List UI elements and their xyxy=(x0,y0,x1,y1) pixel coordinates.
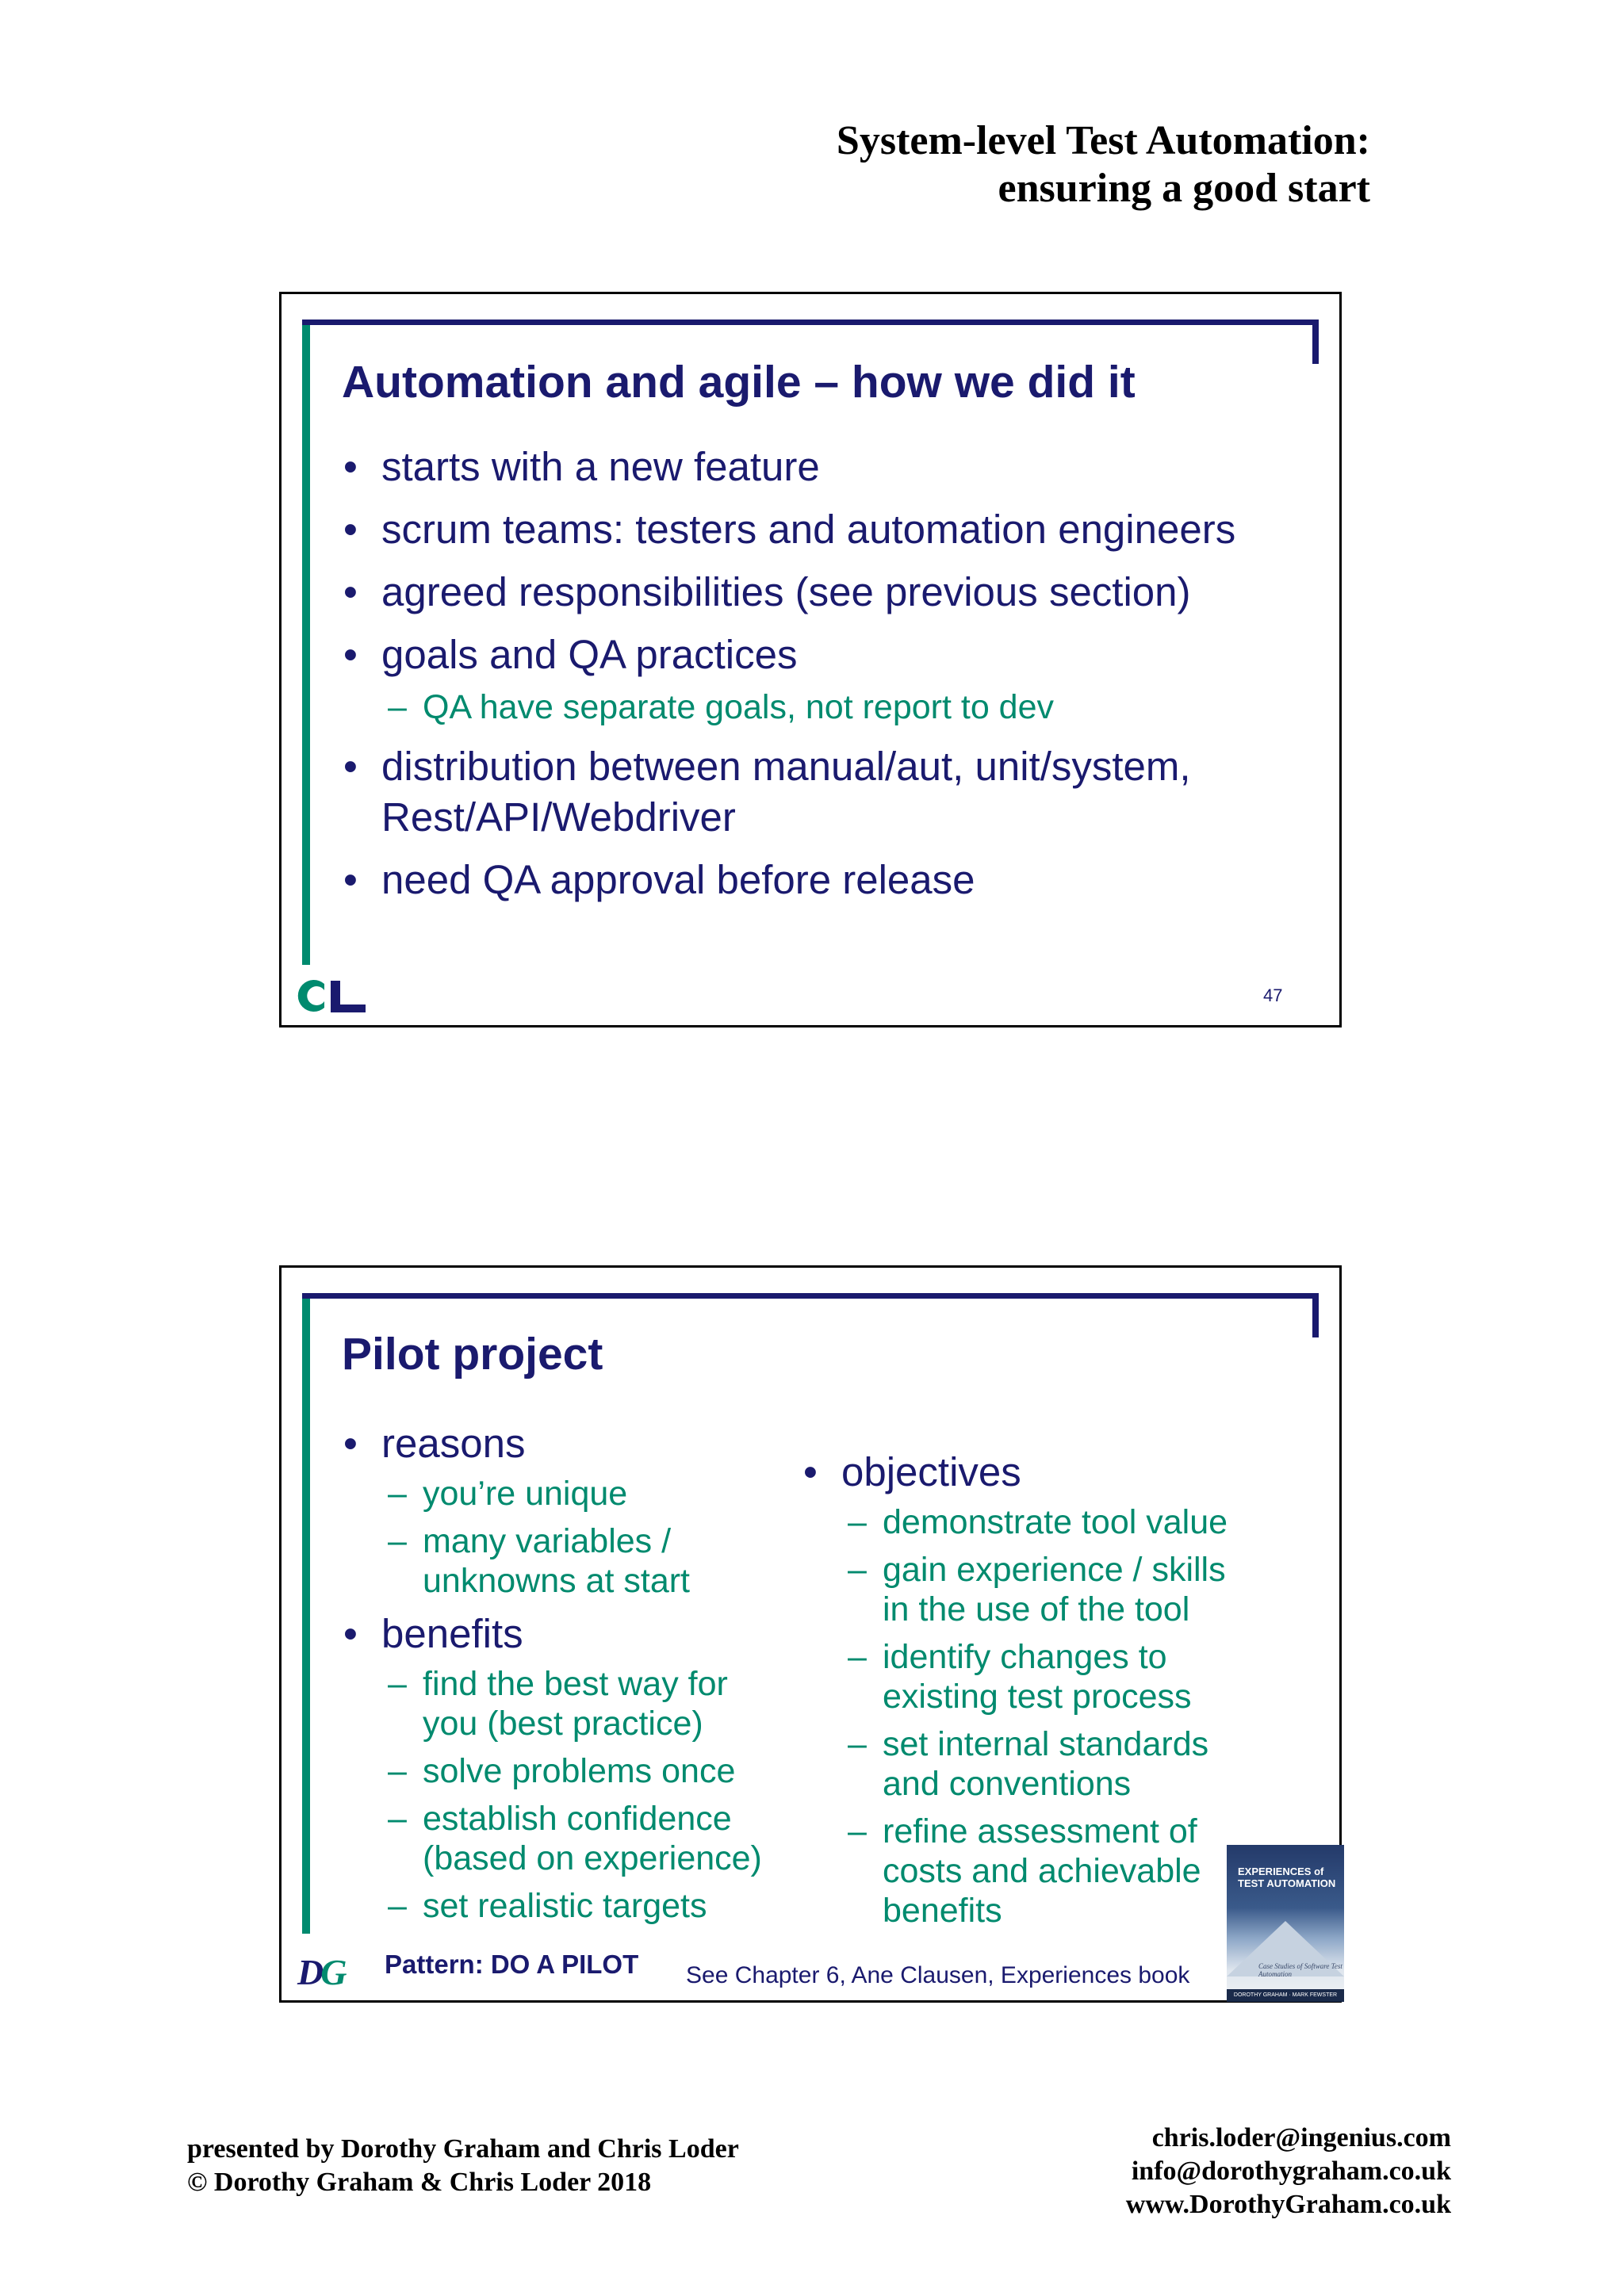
sub-bullet-item: – refine assessment of costs and achievable benefits xyxy=(848,1812,1201,1930)
sub-bullet-item: – establish confidence (based on experience) xyxy=(388,1800,762,1877)
email-info: info@dorothygraham.co.uk xyxy=(1131,2156,1451,2186)
slide-left-bar xyxy=(302,321,310,965)
presented-by: presented by Dorothy Graham and Chris Loder xyxy=(187,2134,739,2164)
page-number: 47 xyxy=(1263,985,1283,1005)
sub-bullet-item: – set realistic targets xyxy=(388,1887,707,1925)
sub-bullet-item: – you’re unique xyxy=(388,1475,628,1513)
slide-top-bar xyxy=(302,320,1317,325)
document-title-line2: ensuring a good start xyxy=(998,166,1370,211)
bullet-item-reasons: • reasons xyxy=(343,1421,526,1466)
right-column-list xyxy=(803,1447,1231,1938)
website: www.DorothyGraham.co.uk xyxy=(1125,2190,1451,2219)
sub-bullet-item: – QA have separate goals, not report to dev xyxy=(388,688,1055,726)
slide-title: Pilot project xyxy=(342,1329,603,1380)
slide-top-bar xyxy=(302,1293,1317,1299)
copyright: © Dorothy Graham & Chris Loder 2018 xyxy=(187,2168,652,2197)
sub-bullet-item: – solve problems once xyxy=(388,1752,736,1790)
sub-bullet-item: – demonstrate tool value xyxy=(848,1503,1228,1541)
sub-bullet-item: – set internal standards and conventions xyxy=(848,1725,1209,1803)
footer-right xyxy=(1126,2122,1451,2221)
email-chris: chris.loder@ingenius.com xyxy=(1151,2123,1451,2152)
book-cover-image xyxy=(1227,1845,1344,2002)
cl-logo xyxy=(289,978,369,1014)
bullet-item: • goals and QA practices xyxy=(343,632,798,677)
bullet-item: • need QA approval before release xyxy=(343,857,975,902)
footer-left xyxy=(187,2133,739,2199)
bullet-item-objectives: • objectives xyxy=(803,1449,1021,1494)
sub-bullet-item: – identify changes to existing test process xyxy=(848,1638,1192,1716)
bullet-item: • distribution between manual/aut, unit/system, Rest/API/Webdriver xyxy=(343,744,1191,840)
document-title-line1: System-level Test Automation: xyxy=(836,118,1370,163)
left-column-list xyxy=(343,1418,787,1934)
bullet-item: • agreed responsibilities (see previous section) xyxy=(343,569,1191,614)
slide-title: Automation and agile – how we did it xyxy=(342,357,1136,408)
book-title: EXPERIENCES of TEST AUTOMATION xyxy=(1238,1866,1336,1889)
slide-right-tick xyxy=(1312,1293,1319,1337)
bullet-list xyxy=(343,442,1295,917)
dg-logo: DG xyxy=(297,1952,344,1992)
sub-bullet-item: – many variables / unknowns at start xyxy=(388,1522,691,1600)
book-subtitle: Case Studies of Software Test Automation xyxy=(1258,1962,1342,1978)
slide-automation-agile xyxy=(279,292,1342,1027)
sub-bullet-item: – gain experience / skills in the use of the tool xyxy=(848,1551,1226,1628)
pattern-label: Pattern: DO A PILOT xyxy=(385,1950,639,1979)
document-title xyxy=(837,117,1370,212)
bullet-item: • starts with a new feature xyxy=(343,444,820,489)
slide-right-tick xyxy=(1312,320,1319,364)
slide-left-bar xyxy=(302,1295,310,1934)
bullet-item: • scrum teams: testers and automation engineers xyxy=(343,507,1236,552)
book-authors: DOROTHY GRAHAM · MARK FEWSTER xyxy=(1227,1989,1344,2002)
see-chapter-note: See Chapter 6, Ane Clausen, Experiences book xyxy=(686,1962,1190,1988)
bullet-item-benefits: • benefits xyxy=(343,1611,523,1656)
sub-bullet-item: – find the best way for you (best practice) xyxy=(388,1665,728,1743)
slide-pilot-project xyxy=(279,1265,1342,2003)
